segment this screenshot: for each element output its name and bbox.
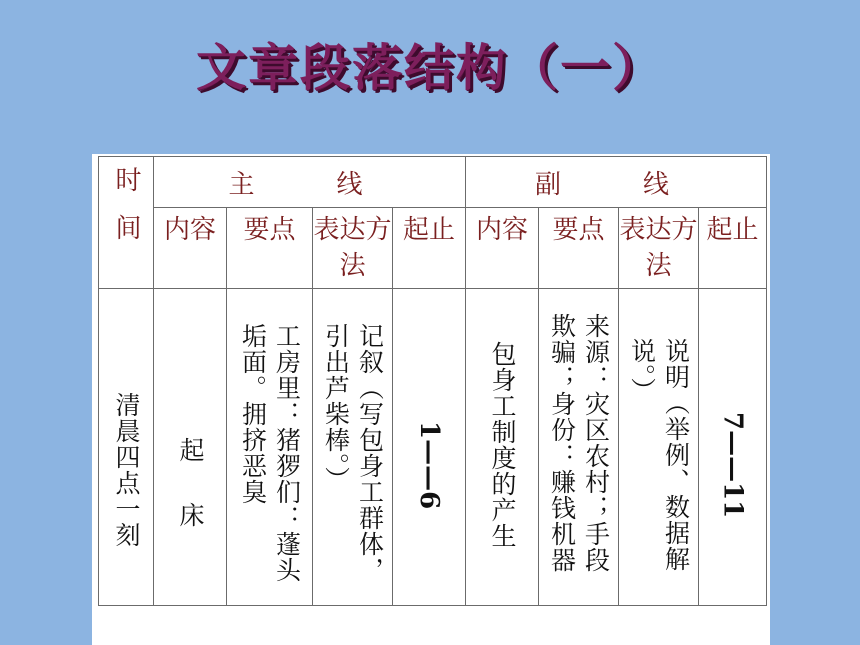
side-range-cell: 7——11 — [699, 289, 767, 606]
structure-table — [98, 156, 767, 606]
side-line-header: 副 线 — [466, 157, 767, 208]
main-points-header: 要点 — [227, 208, 313, 289]
side-content-cell: 包身工制度的产生 — [466, 289, 539, 606]
side-points-header: 要点 — [539, 208, 619, 289]
main-content-cell: 起 床 — [154, 289, 227, 606]
time-cell: 清晨四点一刻 — [99, 289, 154, 606]
side-method-cell: 说明（举例、数据解说。） — [619, 289, 699, 606]
side-points-cell: 来源：灾区农村；手段欺骗；身份：赚钱机器 — [539, 289, 619, 606]
main-line-header: 主 线 — [154, 157, 466, 208]
main-range-cell: 1——6 — [393, 289, 466, 606]
side-method-header: 表达方法 — [619, 208, 699, 289]
main-points-cell: 工房里：猪猡们：蓬头垢面。拥挤恶臭 — [227, 289, 313, 606]
side-range-header: 起止 — [699, 208, 767, 289]
main-method-header: 表达方法 — [313, 208, 393, 289]
time-header: 时间 — [99, 157, 154, 289]
main-range-header: 起止 — [393, 208, 466, 289]
side-content-header: 内容 — [466, 208, 539, 289]
page-title: 文章段落结构（一） — [196, 39, 664, 97]
main-method-cell: 记叙（写包身工群体，引出芦柴棒。） — [313, 289, 393, 606]
main-content-header: 内容 — [154, 208, 227, 289]
